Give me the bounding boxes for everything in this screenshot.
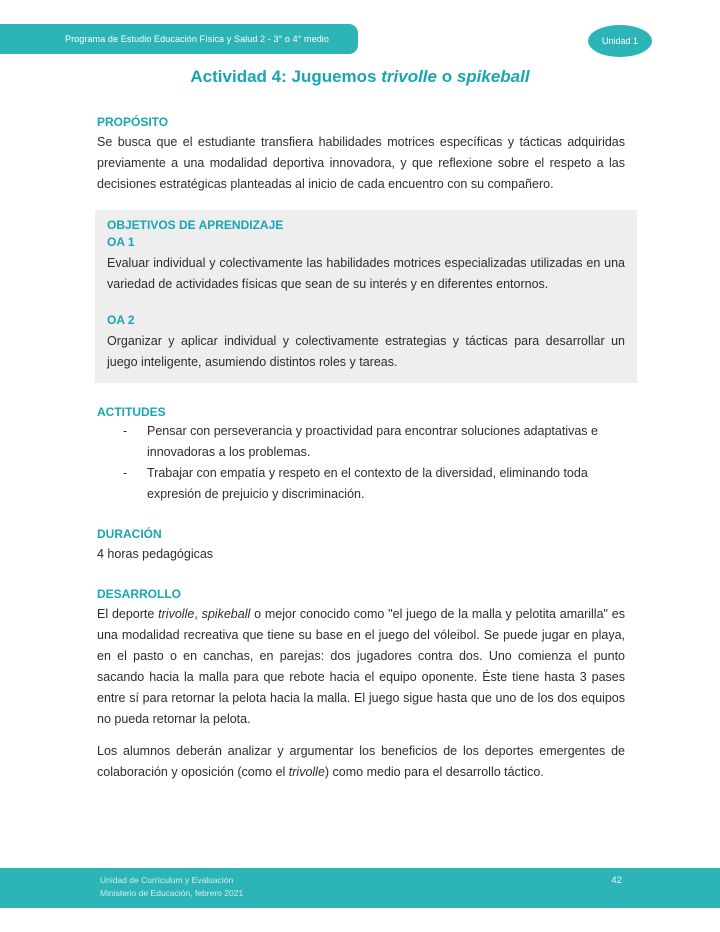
header-program-bar: [0, 24, 358, 54]
oa-spacer: [107, 295, 625, 311]
bullet-dash: -: [123, 466, 128, 480]
section-heading-desarrollo: DESARROLLO: [97, 587, 181, 601]
section-heading-proposito: PROPÓSITO: [97, 115, 169, 129]
section-heading-objetivos: OBJETIVOS DE APRENDIZAJE: [107, 218, 284, 232]
footer-credits: [100, 874, 243, 900]
actitudes-list: [97, 421, 625, 505]
oa2-label: OA 2: [107, 313, 135, 327]
page-number: 42: [611, 875, 622, 886]
footer-line2: Ministerio de Educación, febrero 2021: [100, 888, 244, 898]
oa2-paragraph: Organizar y aplicar individual y colectivamente estrategias y tácticas para desarrollar un juego inteligente, asumiendo distintos roles y tareas.: [107, 334, 625, 369]
section-heading-duracion: DURACIÓN: [97, 527, 162, 541]
spacer: [97, 383, 625, 404]
header-program-label: Programa de Estudio Educación Física y Salud 2 - 3° o 4° medio: [64, 34, 330, 44]
unit-badge: [588, 25, 652, 57]
proposito-paragraph: Se busca que el estudiante transfiera habilidades motrices específicas y tácticas adquiridas previamente a una modalidad deportiva innovadora, y que reflexione sobre el respeto a las decisiones estratégicas planteadas al inicio de cada encuentro con su compañero.: [97, 135, 625, 191]
page-title: Actividad 4: Juguemos trivolle o spikeball: [190, 67, 530, 86]
spacer: [97, 730, 625, 739]
desarrollo-paragraph-1: El deporte trivolle, spikeball o mejor conocido como "el juego de la malla y pelotita amarilla" es una modalidad recreativa que tiene su base en el juego del vóleibol. Se puede jugar en playa, en el pasto o en canchas, en parejas: dos jugadores contra dos. Uno comienza el punto sacando hacia la malla para que rebote hacia el equipo oponente. Éste tiene hasta 3 pases entre sí para retornar la pelota hacia la malla. El juego sigue hasta que uno de los dos equipos no pueda retornar la pelota.: [97, 607, 625, 726]
footer-line1: Unidad de Currículum y Evaluación: [100, 875, 234, 885]
unit-badge-label: Unidad 1: [601, 36, 639, 46]
page-content: [97, 114, 625, 783]
oa1-label: OA 1: [107, 235, 135, 249]
objetivos-box: [95, 210, 637, 383]
actitud-text: Pensar con perseverancia y proactividad para encontrar soluciones adaptativas e innovadoras a los problemas.: [147, 424, 598, 459]
oa1-paragraph: Evaluar individual y colectivamente las habilidades motrices especializadas utilizadas en una variedad de actividades físicas que sean de su interés y en diferentes entornos.: [107, 256, 625, 291]
duracion-value: 4 horas pedagógicas: [97, 547, 214, 561]
actitud-text: Trabajar con empatía y respeto en el contexto de la diversidad, eliminando toda expresión de prejuicio y discriminación.: [147, 466, 588, 501]
bullet-dash: -: [123, 424, 128, 438]
list-item: [123, 463, 629, 505]
spacer: [97, 565, 625, 586]
list-item: [123, 421, 629, 463]
section-heading-actitudes: ACTITUDES: [97, 405, 166, 419]
spacer: [97, 505, 625, 526]
desarrollo-paragraph-2: Los alumnos deberán analizar y argumentar los beneficios de los deportes emergentes de colaboración y oposición (como el trivolle) como medio para el desarrollo táctico.: [97, 744, 625, 779]
footer-band: [0, 868, 720, 908]
